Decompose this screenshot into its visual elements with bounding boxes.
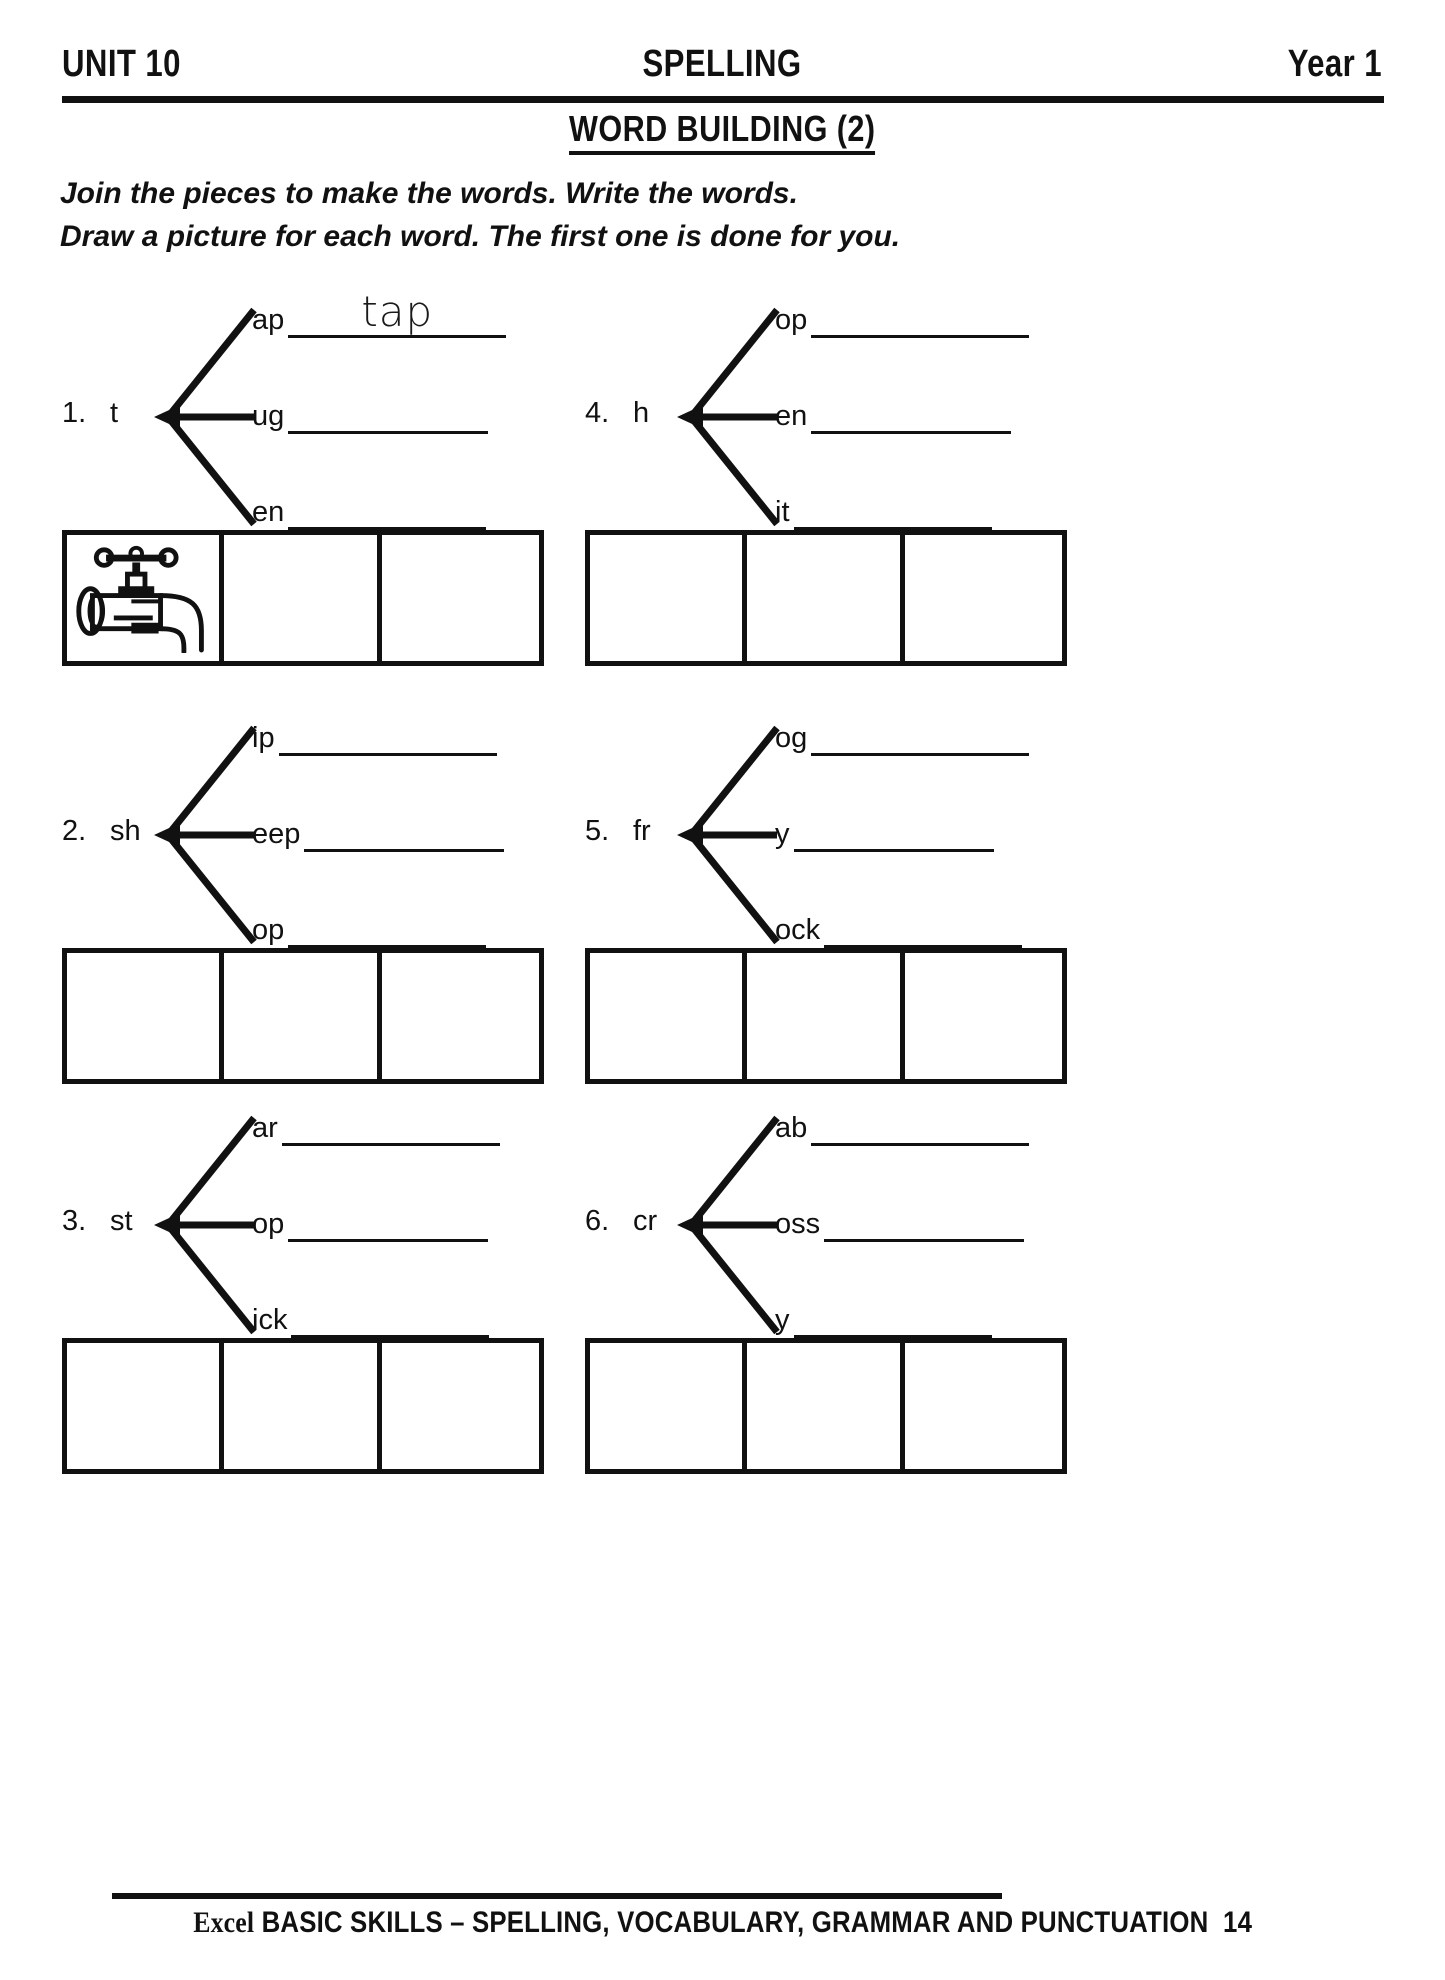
answer-write-line[interactable] — [288, 496, 486, 530]
word-ending: eep — [252, 818, 301, 850]
drawing-cell[interactable] — [905, 953, 1062, 1079]
drawing-cell[interactable] — [905, 535, 1062, 661]
ending-row — [775, 812, 994, 852]
answer-write-line[interactable] — [811, 304, 1029, 338]
arrow-ray-1 — [691, 728, 777, 835]
page-title — [0, 110, 1445, 155]
arrow-ray-1 — [691, 310, 777, 417]
drawing-grid — [62, 530, 544, 666]
exercise-number: 6. — [585, 1205, 610, 1237]
drawing-cell[interactable] — [905, 1343, 1062, 1469]
unit-label: UNIT 10 — [62, 43, 181, 85]
exercise-5 — [585, 700, 1075, 1090]
branching-arrows — [150, 720, 260, 950]
instruction-line-2: Draw a picture for each word. The first one is done for you. — [60, 220, 901, 253]
word-ending: ap — [252, 304, 285, 336]
page-header — [62, 44, 1382, 96]
ending-row — [775, 716, 1029, 756]
answer-write-line[interactable] — [794, 496, 992, 530]
drawing-cell[interactable] — [67, 1343, 224, 1469]
word-ending: og — [775, 722, 808, 754]
exercise-number: 3. — [62, 1205, 87, 1237]
exercise-number: 2. — [62, 815, 87, 847]
arrow-ray-3 — [168, 1225, 254, 1332]
branching-arrows — [673, 302, 783, 532]
answer-write-line[interactable] — [288, 914, 486, 948]
word-ending: ip — [252, 722, 275, 754]
ending-row — [252, 716, 497, 756]
exercise-number: 5. — [585, 815, 610, 847]
answer-write-line[interactable] — [824, 1208, 1024, 1242]
drawing-cell[interactable] — [747, 535, 904, 661]
footer-text — [193, 1906, 1252, 1940]
word-stem: sh — [110, 815, 141, 847]
arrow-ray-1 — [691, 1118, 777, 1225]
word-ending: op — [252, 914, 285, 946]
exercise-1 — [62, 282, 552, 672]
word-stem: st — [110, 1205, 133, 1237]
word-ending: oss — [775, 1208, 821, 1240]
ending-row — [252, 394, 488, 434]
word-stem: cr — [633, 1205, 658, 1237]
ending-row — [775, 1202, 1024, 1242]
instructions — [60, 172, 1360, 258]
ending-row — [775, 1106, 1029, 1146]
answer-write-line[interactable] — [794, 818, 994, 852]
arrow-ray-3 — [691, 835, 777, 942]
ending-row — [775, 1298, 992, 1338]
ending-row — [775, 908, 1022, 948]
word-stem: h — [633, 397, 650, 429]
arrowhead-icon — [154, 1213, 180, 1237]
ending-row — [252, 1298, 489, 1338]
tap-faucet-illustration — [71, 541, 217, 653]
word-ending: ock — [775, 914, 821, 946]
year-label: Year 1 — [1287, 43, 1382, 85]
arrowhead-icon — [677, 823, 703, 847]
branching-arrows — [150, 1110, 260, 1340]
exercise-6 — [585, 1090, 1075, 1480]
word-ending: ug — [252, 400, 285, 432]
word-ending: y — [775, 1304, 790, 1336]
answer-write-line[interactable] — [811, 1112, 1029, 1146]
word-ending: it — [775, 496, 790, 528]
answer-write-line[interactable] — [279, 722, 497, 756]
answer-write-line[interactable] — [811, 722, 1029, 756]
answer-write-line[interactable] — [304, 818, 504, 852]
page-footer — [0, 1906, 1445, 1940]
answer-write-line[interactable] — [291, 1304, 489, 1338]
arrow-ray-1 — [168, 728, 254, 835]
exercise-4 — [585, 282, 1075, 672]
word-ending: en — [775, 400, 808, 432]
drawing-cell[interactable] — [590, 1343, 747, 1469]
branching-arrows — [150, 302, 260, 532]
drawing-cell[interactable] — [382, 1343, 539, 1469]
word-ending: ar — [252, 1112, 278, 1144]
drawing-grid — [585, 530, 1067, 666]
answer-write-line[interactable] — [282, 1112, 500, 1146]
branching-arrows — [673, 1110, 783, 1340]
drawing-cell[interactable] — [224, 535, 381, 661]
arrow-ray-3 — [168, 417, 254, 524]
drawing-cell[interactable] — [67, 535, 224, 661]
subject-label: SPELLING — [642, 43, 802, 85]
arrowhead-icon — [154, 405, 180, 429]
instruction-line-1: Join the pieces to make the words. Write the words. — [60, 177, 798, 210]
arrowhead-icon — [154, 823, 180, 847]
page-title-text: WORD BUILDING (2) — [569, 110, 875, 155]
exercise-number: 4. — [585, 397, 610, 429]
ending-row — [252, 1106, 500, 1146]
drawing-grid — [585, 948, 1067, 1084]
arrow-ray-3 — [691, 1225, 777, 1332]
word-ending: op — [775, 304, 808, 336]
drawing-cell[interactable] — [67, 953, 224, 1079]
word-stem: fr — [633, 815, 651, 847]
ending-row — [775, 298, 1029, 338]
word-ending: op — [252, 1208, 285, 1240]
drawing-cell[interactable] — [224, 953, 381, 1079]
answer-write-line[interactable] — [288, 287, 506, 338]
word-stem: t — [110, 397, 119, 429]
arrowhead-icon — [677, 1213, 703, 1237]
arrow-ray-3 — [691, 417, 777, 524]
drawing-cell[interactable] — [382, 953, 539, 1079]
arrowhead-icon — [677, 405, 703, 429]
footer-series: BASIC SKILLS – SPELLING, VOCABULARY, GRAMMAR AND PUNCTUATION — [261, 1906, 1209, 1939]
drawing-cell[interactable] — [382, 535, 539, 661]
drawing-cell[interactable] — [590, 953, 747, 1079]
page-number: 14 — [1222, 1906, 1252, 1939]
answer-text: tap — [361, 287, 434, 336]
ending-row — [252, 287, 506, 338]
exercise-2 — [62, 700, 552, 1090]
exercise-3 — [62, 1090, 552, 1480]
header-divider — [62, 96, 1384, 103]
arrow-ray-3 — [168, 835, 254, 942]
word-ending: y — [775, 818, 790, 850]
drawing-cell[interactable] — [590, 535, 747, 661]
ending-row — [775, 394, 1011, 434]
drawing-grid — [62, 948, 544, 1084]
answer-write-line[interactable] — [811, 400, 1011, 434]
answer-write-line[interactable] — [794, 1304, 992, 1338]
ending-row — [252, 490, 486, 530]
answer-write-line[interactable] — [288, 400, 488, 434]
drawing-grid — [62, 1338, 544, 1474]
answer-write-line[interactable] — [824, 914, 1022, 948]
exercise-number: 1. — [62, 397, 87, 429]
arrow-ray-1 — [168, 1118, 254, 1225]
ending-row — [252, 908, 486, 948]
footer-divider — [112, 1893, 1002, 1899]
ending-row — [252, 812, 504, 852]
ending-row — [252, 1202, 488, 1242]
drawing-cell[interactable] — [747, 1343, 904, 1469]
drawing-cell[interactable] — [747, 953, 904, 1079]
footer-brand: Excel — [193, 1906, 255, 1939]
arrow-ray-1 — [168, 310, 254, 417]
branching-arrows — [673, 720, 783, 950]
answer-write-line[interactable] — [288, 1208, 488, 1242]
word-ending: ick — [252, 1304, 288, 1336]
word-ending: ab — [775, 1112, 808, 1144]
word-ending: en — [252, 496, 285, 528]
ending-row — [775, 490, 992, 530]
drawing-grid — [585, 1338, 1067, 1474]
drawing-cell[interactable] — [224, 1343, 381, 1469]
